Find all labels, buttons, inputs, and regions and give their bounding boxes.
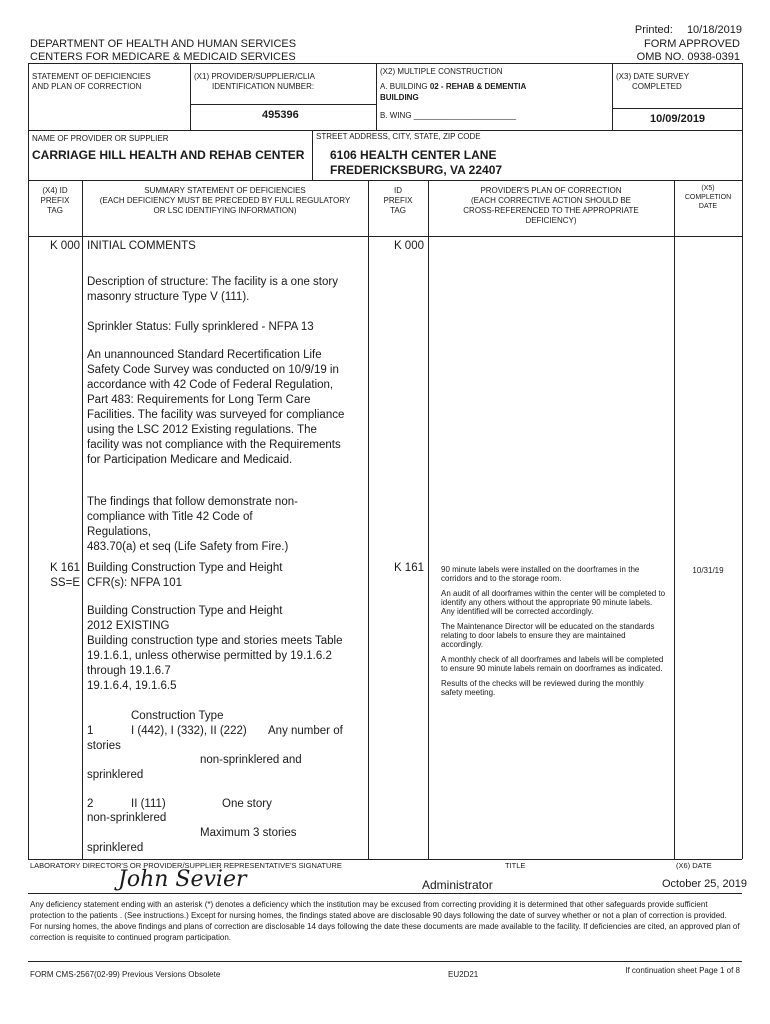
department-name: DEPARTMENT OF HEALTH AND HUMAN SERVICES	[30, 38, 297, 50]
address-label: STREET ADDRESS, CITY, STATE, ZIP CODE	[316, 132, 481, 141]
printed-line	[560, 24, 742, 37]
date-label: (X6) DATE	[676, 861, 712, 870]
construction-type-2-nonsprinklered: non-sprinklered	[87, 812, 167, 824]
construction-type-1-stories: stories	[87, 740, 121, 752]
k161-scope-severity: SS=E	[50, 577, 80, 589]
x3-label-2: COMPLETED	[632, 82, 682, 91]
provider-name-label: NAME OF PROVIDER OR SUPPLIER	[32, 134, 169, 143]
construction-type-2-max: Maximum 3 stories	[200, 827, 297, 839]
construction-type-1-nonsprinklered: non-sprinklered and	[200, 754, 302, 766]
title-label: TITLE	[505, 861, 526, 870]
plan-paragraph: A monthly check of all doorframes and labels will be completed to ensure 90 minute labels remain on doorframes as indicated.	[441, 655, 664, 673]
printed-date: 10/18/2019	[686, 24, 742, 36]
survey-completed-date: 10/09/2019	[650, 113, 706, 125]
k000-id-tag: K 000	[393, 240, 424, 252]
construction-type-2-height: One story	[222, 798, 272, 810]
plan-paragraph: The Maintenance Director will be educated on the standards relating to door labels to ensure they are maintained accordingly.	[441, 622, 655, 649]
x2-building-line	[380, 82, 526, 92]
k161-requirement-title: Building Construction Type and Height	[87, 605, 283, 617]
k000-sprinkler-status: Sprinkler Status: Fully sprinklered - NFPA 13	[87, 321, 314, 333]
k000-prefix-tag: K 000	[49, 240, 80, 252]
x1-label-1: (X1) PROVIDER/SUPPLIER/CLIA	[194, 72, 315, 81]
construction-type-1-types: I (442), I (332), II (222)	[131, 725, 247, 737]
construction-type-heading: Construction Type	[131, 710, 224, 722]
k161-sections: 19.1.6.4, 19.1.6.5	[87, 680, 177, 692]
statement-label-1: STATEMENT OF DEFICIENCIES	[32, 72, 151, 81]
statement-label-2: AND PLAN OF CORRECTION	[32, 82, 142, 91]
x2-label: (X2) MULTIPLE CONSTRUCTION	[380, 67, 503, 76]
summary-header: SUMMARY STATEMENT OF DEFICIENCIES (EACH DEFICIENCY MUST BE PRECEDED BY FULL REGULATORY OR LSC IDENTIFYING INFORMATION)	[99, 186, 351, 215]
agency-name: CENTERS FOR MEDICARE & MEDICAID SERVICES	[30, 51, 296, 63]
x4-header: (X4) ID PREFIX TAG	[40, 186, 70, 215]
plan-paragraph: Results of the checks will be reviewed during the monthly safety meeting.	[441, 679, 644, 697]
building-value-2: BUILDING	[380, 93, 419, 102]
signature-date: October 25, 2019	[662, 878, 748, 890]
k000-findings-cfr: 483.70(a) et seq (Life Safety from Fire.)	[87, 541, 289, 553]
address-line-1: 6106 HEALTH CENTER LANE	[330, 148, 497, 162]
plan-of-correction	[441, 565, 667, 703]
plan-header: PROVIDER'S PLAN OF CORRECTION (EACH CORRECTIVE ACTION SHOULD BE CROSS-REFERENCED TO THE APPROPRIATE DEFICIENCY)	[463, 186, 639, 225]
signature-label: LABORATORY DIRECTOR'S OR PROVIDER/SUPPLIER REPRESENTATIVE'S SIGNATURE	[30, 861, 342, 870]
k000-title: INITIAL COMMENTS	[87, 240, 196, 252]
construction-type-2-types: II (111)	[131, 798, 166, 810]
k000-findings-paragraph: The findings that follow demonstrate non-compliance with Title 42 Code of Regulations,	[87, 496, 298, 538]
construction-type-1-number: 1	[87, 725, 94, 737]
k161-cfr: CFR(s): NFPA 101	[87, 577, 182, 589]
disclaimer: Any deficiency statement ending with an asterisk (*) denotes a deficiency which the institution may be excused from correcting providing it is determined that other safeguards provide sufficient protection to the patients . (See instructions.) Except for nursing homes, the findings stated above are disclosable 90 days following the date of survey whether or not a plan of correction is provided. For nursing homes, the above findings and plans of correction are disclosable 14 days following the date these documents are made available to the facility. If deficiencies are cited, an approved plan of correction is requisite to continued program participation.	[30, 900, 740, 942]
completion-date: 10/31/19	[692, 566, 724, 575]
completion-header: (X5) COMPLETION DATE	[684, 185, 732, 210]
plan-paragraph: 90 minute labels were installed on the doorframes in the corridors and to the storage room.	[441, 565, 640, 583]
provider-name: CARRIAGE HILL HEALTH AND REHAB CENTER	[32, 148, 305, 162]
form-approved: FORM APPROVED	[644, 38, 740, 50]
printed-label: Printed:	[634, 24, 673, 36]
page-number: If continuation sheet Page 1 of 8	[625, 966, 740, 975]
construction-type-1-sprinklered: sprinklered	[87, 769, 144, 781]
building-value: 02 - REHAB & DEMENTIA	[429, 82, 527, 91]
k161-title: Building Construction Type and Height	[87, 562, 283, 574]
x3-label-1: (X3) DATE SURVEY	[616, 72, 690, 81]
plan-paragraph: An audit of all doorframes within the center will be completed to identify any others without the appropriate 90 minute labels. Any identified will be corrected accordingly.	[441, 589, 666, 616]
k161-edition: 2012 EXISTING	[87, 620, 170, 632]
k000-survey-paragraph: An unannounced Standard Recertification Life Safety Code Survey was conducted on 10/9/19 in accordance with 42 Code of Federal Regulation, Part 483: Requirements for Long Term Care Facilities. The facility was surveyed for compliance using the LSC 2012 Existing regulations. The facility was not compliance with the Requirements for Participation Medicare and Medicaid.	[87, 349, 345, 466]
provider-id-number: 495396	[262, 109, 299, 121]
signer-title: Administrator	[422, 878, 493, 892]
event-id: EU2D21	[448, 970, 479, 979]
construction-type-2-number: 2	[87, 798, 94, 810]
x1-label-2: IDENTIFICATION NUMBER:	[212, 82, 315, 91]
address-line-2: FREDERICKSBURG, VA 22407	[330, 163, 503, 177]
omb-number: OMB NO. 0938-0391	[636, 51, 740, 63]
form-id: FORM CMS-2567(02-99) Previous Versions Obsolete	[30, 970, 221, 979]
x2-wing: B. WING _______________________	[380, 111, 517, 120]
construction-type-2-sprinklered: sprinklered	[87, 842, 144, 854]
k161-prefix-tag: K 161	[49, 562, 80, 574]
building-prefix: A. BUILDING	[380, 82, 428, 91]
k161-requirement-text: Building construction type and stories meets Table 19.1.6.1, unless otherwise permitted by 19.1.6.2 through 19.1.6.7	[87, 635, 343, 677]
k161-id-tag: K 161	[393, 562, 424, 574]
id-header: ID PREFIX TAG	[383, 186, 413, 215]
construction-type-1-height: Any number of	[268, 725, 343, 737]
signature: John Sevier	[118, 867, 247, 892]
k000-structure-description: Description of structure: The facility is a one story masonry structure Type V (111).	[87, 276, 338, 303]
